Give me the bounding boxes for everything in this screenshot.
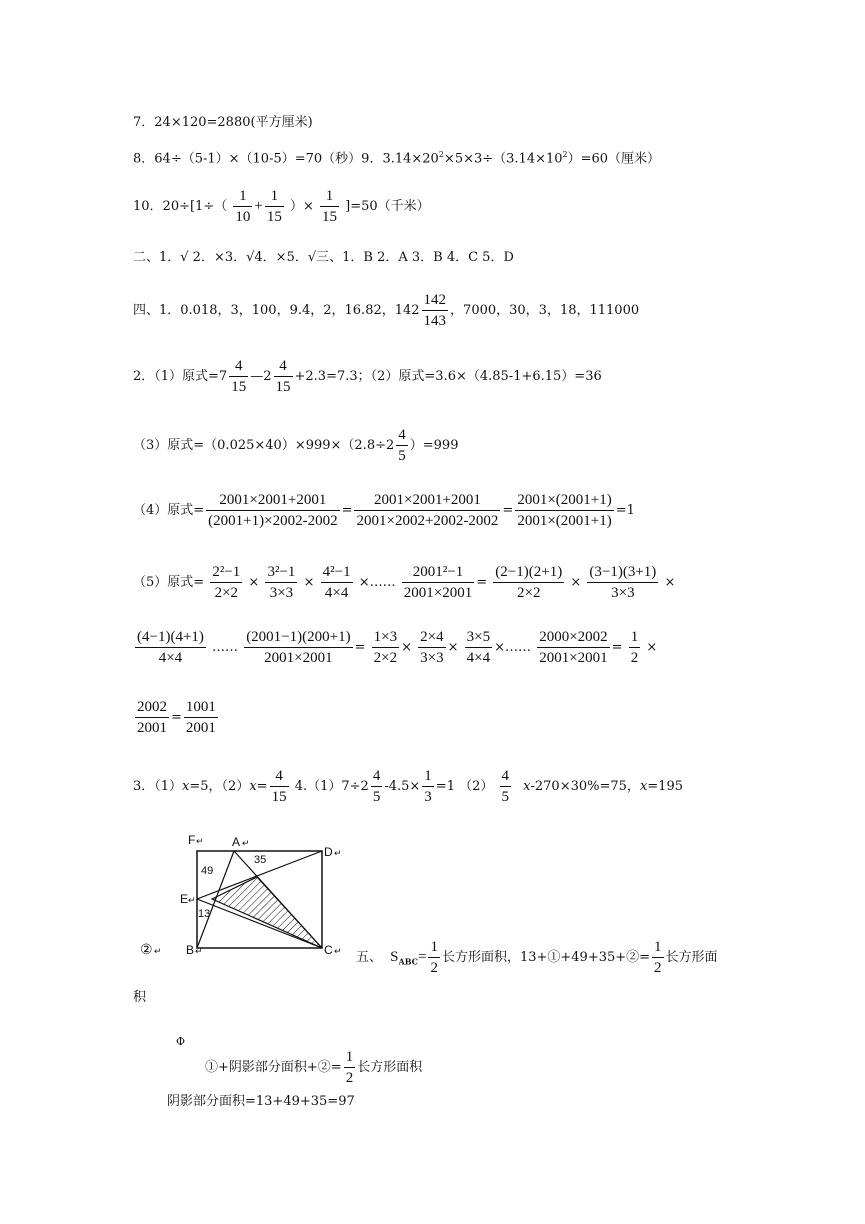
fraction: $\frac{1}{2}$ (654, 939, 662, 976)
fraction: $\frac{2000\times 2002}{2001\times 2001}$ (539, 629, 608, 666)
label-f: F (188, 833, 196, 847)
fraction: $\frac{1}{10}$ (235, 188, 251, 225)
fraction: $\frac{3\times 5}{4\times 4}$ (466, 629, 491, 666)
section5-line1: 五、 $S_{ABC}=$ $\frac{1}{2}$ 长方形面积，13+①+49+35+②= $\frac{1}{2}$ 长方形面 (356, 939, 718, 976)
svg-text:↵: ↵ (195, 946, 203, 956)
fraction: $\frac{1}{2}$ (430, 939, 438, 976)
section5-line2: ①+阴影部分面积+②= $\frac{1}{2}$ 长方形面积 (205, 1049, 423, 1086)
svg-text:↵: ↵ (188, 895, 196, 905)
phi-mark: Φ (176, 1035, 186, 1048)
area-49: 49 (201, 865, 214, 877)
answer-7: 7．24×120=2880(平方厘米) (133, 115, 313, 130)
calc-3: （3）原式=（0.025×40）×999×（2.8÷2 $\frac{4}{5}$ ）=999 (133, 427, 459, 464)
fraction: $\frac{2001\times(2001+1)}{2001\times(2001+1)}$ (517, 492, 612, 529)
svg-text:↵: ↵ (334, 848, 342, 858)
fraction: $\frac{1}{3}$ (424, 768, 432, 805)
fraction: $\frac{4}{5}$ (501, 768, 510, 805)
equations-answers: 3．（1）x=5，（2）x= $\frac{4}{15}$ 4.（1）7÷2 $\frac{4}{5}$ -4.5× $\frac{1}{3}$ =1 （2） $\frac{4}{5}$ x-270×30%=75，x=195 (133, 768, 683, 805)
fraction: $\frac{1}{15}$ (322, 188, 338, 225)
section4-answers: 四、1．0.018，3，100，9.4，2，16.82，142 $\frac{142}{143}$ ，7000，30，3，18，111000 (133, 292, 640, 329)
answer-8-9: 8．64÷（5-1）×（10-5）=70（秒）9．$3.14\times 20^2\times 5\times 3\div(3.14\times 10^2)=60$（厘米） (133, 150, 661, 167)
fraction: $\frac{\text{2001²−1}}{2001\times 2001}$ (403, 564, 473, 601)
fraction: $\frac{(4-1)(4+1)}{4\times 4}$ (137, 629, 204, 666)
fraction: $\frac{2002}{2001}$ (137, 699, 167, 736)
fraction: $\frac{(2-1)(2+1)}{2\times 2}$ (495, 564, 563, 601)
calc-5-row1: （5）原式= $\frac{\text{2²−1}}{2\times 2}$ × $\frac{\text{3²−1}}{3\times 3}$ × $\frac{\text{4²−1}}{4\times 4}$ ×…… $\frac{\text{2001²−1}}{2001\times 2001}$ = $\frac{(2-1)(2+1)}{2\times 2}$ × $\frac{(3-1)(3+1)}{3\times 3}$ × (133, 564, 676, 601)
fraction: $\frac{4}{15}$ (271, 768, 287, 805)
fraction: $\frac{2001\times 2001+2001}{(2001+1)\times 2002-2002}$ (208, 492, 338, 529)
answer-10: 10．20÷[1÷（ $\frac{1}{10}$ + $\frac{1}{15}$ ）× $\frac{1}{15}$ ]=50（千米） (133, 188, 430, 225)
label-b: B (186, 943, 195, 957)
calc-1-2: 2．（1）原式=7 $\frac{4}{15}$ —2 $\frac{4}{15}$ +2.3=7.3；（2）原式=3.6×（4.85-1+6.15）=36 (133, 358, 602, 395)
circled-two: ② (140, 941, 153, 957)
section5-result: 阴影部分面积=13+49+35=97 (167, 1094, 355, 1109)
area-35: 35 (254, 854, 267, 866)
label-d: D (324, 845, 333, 859)
fraction: $\frac{142}{143}$ (423, 292, 447, 329)
fraction: $\frac{4}{15}$ (231, 358, 247, 395)
fraction: $\frac{1001}{2001}$ (185, 699, 216, 736)
calc-5-row2: $\frac{(4-1)(4+1)}{4\times 4}$ …… $\frac{(2001-1)(200+1)}{2001\times 2001}$ = $\frac{1\times 3}{2\times 2}$ × $\frac{2\times 4}{3\times 3}$ × $\frac{3\times 5}{4\times 4}$ ×…… $\frac{2000\times 2002}{2001\times 2001}$ = $\frac{1}{2}$ × (137, 629, 658, 666)
fraction: $\frac{(3-1)(3+1)}{3\times 3}$ (589, 564, 657, 601)
svg-text:↵: ↵ (196, 836, 204, 846)
label-e: E (180, 892, 189, 906)
fraction: $\frac{1}{15}$ (266, 188, 282, 225)
svg-text:↵: ↵ (154, 946, 162, 956)
fraction: $\frac{\text{4²−1}}{4\times 4}$ (322, 564, 351, 601)
judgement-answers: 二、1．√ 2．×3．√4．×5．√三、1．B 2．A 3．B 4．C 5．D (133, 250, 514, 265)
section5-line1-cont: 积 (133, 990, 147, 1005)
area-13: 13 (198, 908, 211, 920)
fraction: $\frac{1}{2}$ (345, 1049, 354, 1086)
svg-text:↵: ↵ (334, 946, 342, 956)
fraction: $\frac{4}{15}$ (275, 358, 291, 395)
fraction: $\frac{4}{5}$ (372, 768, 381, 805)
fraction: $\frac{1}{2}$ (630, 629, 639, 666)
calc-4: （4）原式= $\frac{2001\times 2001+2001}{(2001+1)\times 2002-2002}$ = $\frac{2001\times 2001+2001}{2001\times 2002+2002-2002}$ = $\frac{2001\times(2001+1)}{2001\times(2001+1)}$ =1 (133, 492, 635, 529)
fraction: $\frac{2\times 4}{3\times 3}$ (420, 629, 444, 666)
fraction: $\frac{(2001-1)(200+1)}{2001\times 2001}$ (246, 629, 351, 666)
fraction: $\frac{\text{3²−1}}{3\times 3}$ (267, 564, 296, 601)
fraction: $\frac{\text{2²−1}}{2\times 2}$ (212, 564, 241, 601)
fraction: $\frac{4}{5}$ (398, 427, 406, 464)
svg-text:↵: ↵ (242, 838, 250, 848)
rectangle-figure (130, 828, 360, 960)
calc-5-row3: $\frac{2002}{2001}$ = $\frac{1001}{2001}$ (137, 699, 216, 736)
fraction: $\frac{2001\times 2001+2001}{2001\times 2002+2002-2002}$ (356, 492, 499, 529)
label-a: A (232, 835, 241, 849)
label-c: C (324, 943, 333, 957)
fraction: $\frac{1\times 3}{2\times 2}$ (373, 629, 398, 666)
